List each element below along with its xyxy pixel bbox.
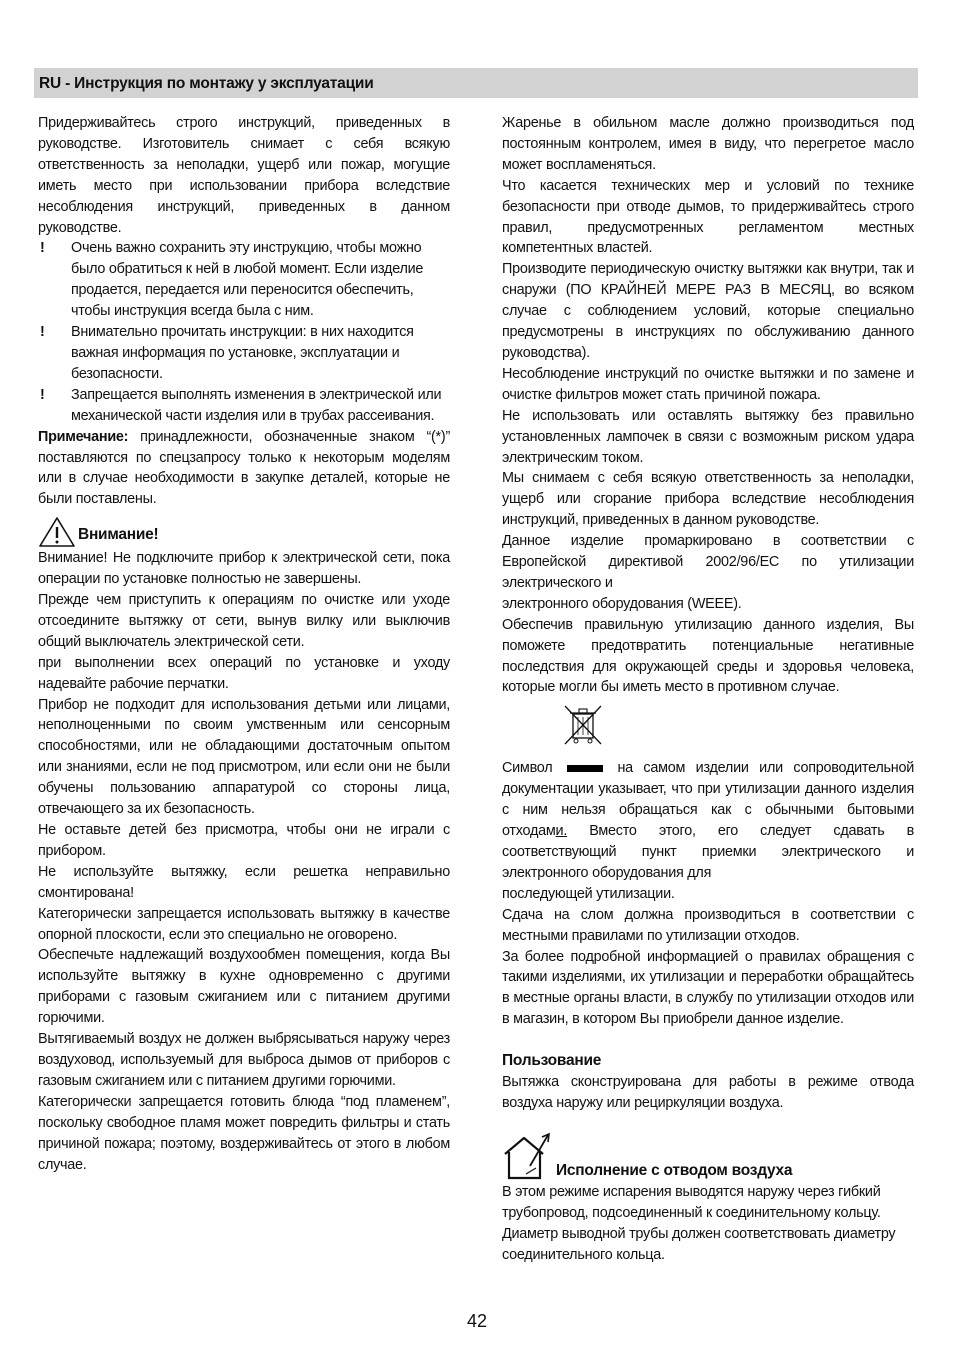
exclamation-mark: ! bbox=[40, 386, 45, 403]
body-paragraph: Мы снимаем с себя всякую ответственность за неполадки, ущерб или сгорание прибора вследствие несоблюдения инструкций, приведенных в данном руководстве. bbox=[502, 470, 914, 529]
warning-paragraph: при выполнении всех операций по установке и уходу надевайте рабочие перчатки. bbox=[38, 654, 450, 692]
body-paragraph: Жаренье в обильном масле должно производиться под постоянным контролем, имея в виду, что перегретое масло может воспламеняться. bbox=[502, 115, 914, 173]
body-paragraph: Что касается технических мер и условий по технике безопасности при отводе дымов, то придерживайтесь строго правил, предусмотренных регламентом местных компетентных властей. bbox=[502, 177, 914, 257]
warning-paragraph: Не используйте вытяжку, если решетка неправильно смонтирована! bbox=[38, 863, 450, 901]
symbol-text: на самом изделии или сопроводительной документации указывает, что при утилизации данного изделия с ним нельзя обращаться как с обычными бытовыми отходам bbox=[502, 760, 915, 840]
bullet-text: Внимательно прочитать инструкции: в них находится важная информация по установке, эксплуатации и безопасности. bbox=[71, 324, 414, 382]
right-column bbox=[502, 113, 914, 1266]
warning-paragraph: Категорически запрещается готовить блюда “под пламенем”, поскольку свободное пламя может повредить фильтры и стать причиной пожара; поэтому, воздерживайтесь от этого в любом случае. bbox=[38, 1093, 450, 1173]
usage-paragraph: Вытяжка сконструирована для работы в режиме отвода воздуха наружу или рециркуляции воздуха. bbox=[502, 1074, 914, 1112]
page-number: 42 bbox=[466, 1311, 488, 1331]
symbol-text-cont: Вместо этого, его следует сдавать в соответствующий пункт приемки электрического и электронного оборудования для bbox=[502, 823, 914, 881]
bullet-text: Запрещается выполнять изменения в электрической или механической части изделия или в трубах рассеивания. bbox=[71, 386, 442, 424]
section-title: RU - Инструкция по монтажу у эксплуатации bbox=[39, 75, 374, 92]
intro-paragraph: Придерживайтесь строго инструкций, приведенных в руководстве. Изготовитель снимает с себя всякую ответственность за неполадки, ущерб или пожар, могущие иметь место при использовании прибора вследствие несоблюдения инструкций, приведенных в данном руководстве. bbox=[38, 115, 450, 236]
body-paragraph: электронного оборудования (WEEE). bbox=[502, 595, 742, 612]
warning-paragraph: Вытягиваемый воздух не должен выбрясываться наружу через воздуховод, используемый для выброса дымов от приборов с газовым сжиганием или с питанием другими горючими. bbox=[38, 1031, 450, 1089]
duct-paragraph: В этом режиме испарения выводятся наружу через гибкий трубопровод, подсоединенный к соединительному кольцу. Диаметр выводной трубы должен соответствовать диаметру соединительного кольца. bbox=[502, 1183, 896, 1263]
weee-symbol-block bbox=[502, 702, 914, 758]
bullet-item bbox=[38, 385, 450, 427]
symbol-word: Символ bbox=[502, 760, 553, 777]
body-paragraph: Сдача на слом должна производиться в соответствии с местными правилами по утилизации отходов. bbox=[502, 906, 914, 944]
bullet-text: Очень важно сохранить эту инструкцию, чтобы можно было обратиться к ней в любой момент. Если изделие продается, передается или переносится обеспечить, чтобы инструкция всегда была с ним. bbox=[71, 240, 424, 320]
black-bar-symbol-icon bbox=[567, 765, 603, 772]
usage-title: Пользование bbox=[502, 1052, 602, 1070]
left-column bbox=[38, 113, 450, 1175]
body-paragraph: Не использовать или оставлять вытяжку без правильно установленных лампочек в связи с возможным риском удара электрическим током. bbox=[502, 407, 914, 466]
body-paragraph: Обеспечив правильную утилизацию данного изделия, Вы поможете предотвратить потенциальные негативные последствия для окружающей среды и здоровья человека, которые могли бы иметь место в противном случае. bbox=[502, 616, 914, 696]
bullet-item bbox=[38, 322, 450, 385]
exclamation-mark: ! bbox=[40, 324, 45, 341]
note-label: Примечание: bbox=[38, 428, 129, 445]
warning-heading bbox=[38, 514, 450, 548]
section-header bbox=[34, 68, 918, 98]
warning-paragraph: Не оставьте детей без присмотра, чтобы они не играли с прибором. bbox=[38, 822, 450, 859]
note-text: принадлежности, обозначенные знаком “(*)” поставляются по спецзапросу только к некоторым моделям или в случае необходимости в закупке деталей, которые не были поставлены. bbox=[38, 428, 450, 508]
warning-paragraph: Прибор не подходит для использования детьми или лицами, неполноценными по своим умственным или сенсорным способностями, или не обладающими достаточным опытом или знаниями, если не под присмотром, или если они не были обучены пользованию аппаратурой со стороны лица, отвечающего за их безопасность. bbox=[38, 696, 450, 818]
warning-triangle-icon bbox=[38, 516, 76, 548]
warning-title: Внимание! bbox=[78, 526, 159, 544]
exclamation-mark: ! bbox=[40, 240, 45, 257]
duct-title: Исполнение с отводом воздуха bbox=[556, 1162, 793, 1180]
body-paragraph: последующей утилизации. bbox=[502, 885, 675, 902]
warning-paragraph: Обеспечьте надлежащий воздухообмен помещения, когда Вы используйте вытяжку в кухне одновременно с другими приборами с газовым сжиганием или с питанием другими горючими. bbox=[38, 947, 450, 1027]
body-paragraph: Данное изделие промаркировано в соответствии с Европейской директивой 2002/96/EC по утилизации электрического и bbox=[502, 533, 914, 591]
body-paragraph: Производите периодическую очистку вытяжки как внутри, так и снаружи (ПО КРАЙНЕЙ МЕРЕ РАЗ В МЕСЯЦ, во всяком случае с соблюдением условий, которые специально предусмотрены в инструкциях по обслуживанию данного руководства). bbox=[502, 261, 914, 361]
warning-paragraph: Внимание! Не подключите прибор к электрической сети, пока операции по установке полностью не завершены. bbox=[38, 550, 450, 588]
crossed-out-bin-icon bbox=[560, 702, 606, 748]
bullet-item bbox=[38, 238, 450, 322]
warning-paragraph: Категорически запрещается использовать вытяжку в качестве опорной плоскости, если это специально не оговорено. bbox=[38, 905, 450, 943]
body-paragraph: За более подробной информацией о правилах обращения с такими изделиями, их утилизации и переработки обращайтесь в местные органы власти, в службу по утилизации отходов или в магазин, в котором Вы приобрели данное изделие. bbox=[502, 948, 914, 1028]
symbol-paragraph bbox=[502, 758, 914, 883]
note-paragraph bbox=[38, 427, 450, 511]
symbol-text-underlined: и. bbox=[555, 823, 568, 840]
body-paragraph: Несоблюдение инструкций по очистке вытяжки и по замене и очистке фильтров может стать причиной пожара. bbox=[502, 365, 914, 403]
duct-heading bbox=[502, 1132, 914, 1182]
warning-paragraph: Прежде чем приступить к операциям по очистке или уходе отсоедините вытяжку от сети, вынув вилку или выключив общий выключатель электрической сети. bbox=[38, 592, 450, 650]
duct-house-icon bbox=[502, 1132, 552, 1182]
